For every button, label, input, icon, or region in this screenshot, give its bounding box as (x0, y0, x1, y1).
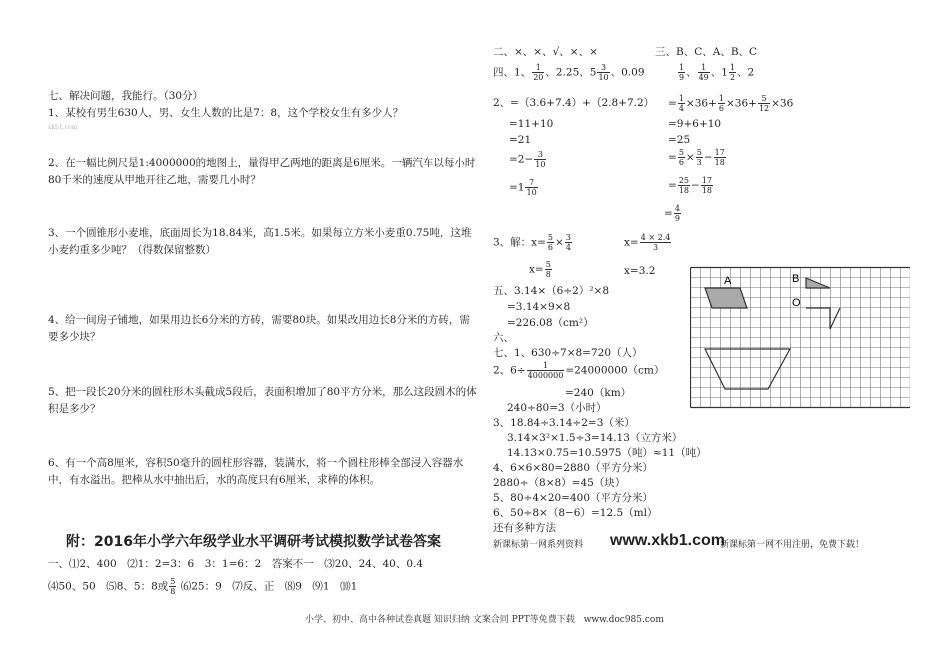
question-4: 4、给一间房子铺地，如果用边长6分米的方砖，需要80块。如果改用边长8分米的方砖，需要多少块？ (48, 314, 470, 343)
calc1-line2: =11+10 (509, 118, 554, 130)
promo-site-link[interactable]: www.xkb1.com (610, 532, 725, 549)
answer-q7-4: 4、6×6×80=2880（平方分米） (493, 462, 654, 474)
calc2-line1: = $\frac{1}{4}$ ×36+ $\frac{1}{6}$ ×36+ $\frac{5}{12}$ ×36 (668, 94, 794, 113)
shape-rotated-lines (806, 308, 840, 329)
answer-q7-3c: 14.13×0.75=10.5975（吨）≈11（吨） (507, 447, 707, 459)
answer-q7-4b: 2880÷（8×8）=45（块） (493, 477, 626, 489)
calc2-line2: =9+6+10 (668, 118, 722, 130)
label-a: A (724, 275, 732, 287)
question-5: 5、把一段长20分米的圆柱形木头截成5段后，表面积增加了80平方分米，那么这段圆木的体积是多少？ (48, 386, 477, 415)
answer-q7-3b: 3.14×3²×1.5÷3=14.13（立方米） (507, 432, 683, 444)
answer-q7-2: 2、6÷ $\frac{1}{4000000}$ =24000000（cm） (493, 361, 665, 380)
answer-q7-5: 5、80÷4×20=400（平方分米） (493, 492, 654, 504)
answer-title: 附：2016年小学六年级学业水平调研考试模拟数学试卷答案 (66, 534, 441, 550)
answer-more-methods: 还有多种方法 (493, 522, 556, 534)
promo-left: 新课标第一网系列资料 (493, 540, 584, 550)
calc2-line3: =25 (668, 134, 691, 146)
grid-figure (690, 266, 910, 409)
answer-wu-3: =226.08（cm²） (507, 317, 594, 329)
calc1-line4: =2− $\frac{3}{10}$ (509, 150, 546, 169)
answer-si-left: 四、1、 $\frac{1}{20}$ 、2.25、5 $\frac{3}{10}$ 、0.09 (493, 63, 645, 82)
equation-left-1: 3、解：x= $\frac{5}{6}$ × $\frac{3}{4}$ (493, 233, 571, 252)
calc2-line4: = $\frac{5}{6}$ × $\frac{5}{3}$ − $\frac{17}{18}$ (668, 148, 725, 167)
question-2: 2、在一幅比例尺是1:4000000的地图上，量得甲乙两地的距离是6厘米。一辆汽车以每小时80千米的速度从甲地开往乙地，需要几小时？ (48, 157, 476, 186)
answer-line-1: 一、⑴2、400 ⑵1：2=3：6 3：1=6：2 答案不一 ⑶20、24、40、0.4 (48, 558, 424, 570)
shape-b-triangle (806, 278, 830, 288)
label-o: O (792, 297, 801, 309)
equation-left-2: x= $\frac{5}{8}$ (529, 260, 551, 279)
equation-right-1: x= $\frac{4 \times 2.4}{3}$ (624, 233, 671, 252)
answer-san: 三、B、C、A、B、C (655, 46, 758, 58)
answer-si-right: $\frac{1}{9}$ 、 $\frac{1}{49}$ 、1 $\frac{1}{2}$ 、2 (679, 63, 755, 82)
calc2-line6: = $\frac{4}{9}$ (664, 204, 680, 223)
answer-line-2: ⑷50、50 ⑸8、5：8或 $\frac{5}{8}$ ⑹25：9 ⑺反、正 ⑻9 ⑼1 ⑽1 (48, 577, 358, 596)
promo-right: 新课标第一网不用注册，免费下载！ (720, 540, 865, 550)
faint-watermark: xkb1.com (48, 124, 78, 131)
section-title: 七、解决问题，我能行。（30分） (48, 90, 204, 102)
shape-large-parallelogram (705, 349, 790, 389)
calc1-line3: =21 (509, 134, 532, 146)
question-1: 1、某校有男生630人，男、女生人数的比是7：8，这个学校女生有多少人？ (48, 107, 404, 119)
answer-wu-1: 五、3.14×（6÷2）²×8 (493, 285, 610, 297)
page-footer: 小学、初中、高中各种试卷真题 知识归纳 文案合同 PPT等免费下载 www.doc985.com (305, 615, 664, 625)
shape-a-parallelogram (705, 288, 747, 308)
answer-liu: 六、 (493, 332, 514, 344)
equation-right-2: x=3.2 (624, 265, 656, 277)
answer-q7-3: 3、18.84÷3.14÷2=3（米） (493, 417, 635, 429)
answer-q7-2b: =240（km） (565, 387, 632, 399)
grid-svg (690, 266, 910, 409)
answer-q7-2c: 240÷80=3（小时） (507, 402, 607, 414)
answer-er: 二、×、×、√、×、× (493, 46, 598, 58)
answer-q7-6: 6、50÷8×（8−6）=12.5（ml） (493, 507, 658, 519)
answer-q7-1: 七、1、630÷7×8=720（人） (493, 347, 643, 359)
question-6: 6、有一个高8厘米，容积50毫升的圆柱形容器，装满水，将一个圆柱形棒全部浸入容器水中，有水溢出。把棒从水中抽出后，水的高度只有6厘米，求棒的体积。 (48, 457, 464, 486)
label-b: B (792, 273, 800, 285)
calc1-line5: =1 $\frac{7}{10}$ (509, 178, 537, 197)
answer-wu-2: =3.14×9×8 (507, 301, 571, 313)
calc2-line5: = $\frac{25}{18}$ − $\frac{17}{18}$ (668, 176, 712, 195)
calc1-line1: 2、=（3.6+7.4）+（2.8+7.2） (493, 97, 655, 109)
problems-section (48, 88, 478, 122)
question-3: 3、一个圆锥形小麦堆，底面周长为18.84米，高1.5米。如果每立方米小麦重0.75吨，这堆小麦约重多少吨？（得数保留整数） (48, 227, 472, 256)
